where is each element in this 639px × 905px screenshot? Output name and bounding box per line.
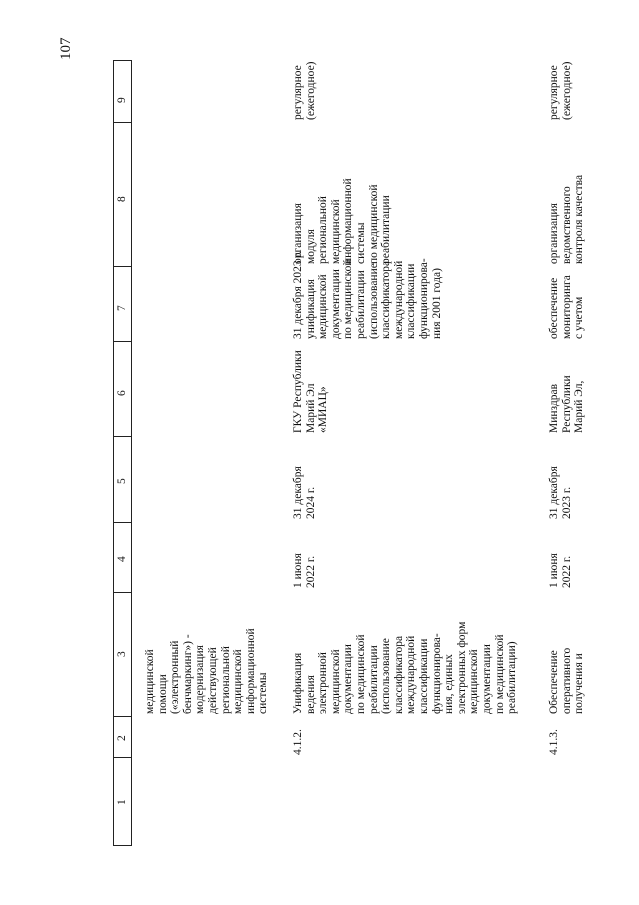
- page-number: 107: [58, 37, 74, 60]
- column-header-8: 8: [116, 196, 128, 202]
- col-tick: [113, 845, 131, 846]
- column-header-3: 3: [116, 651, 128, 657]
- column-header-1: 1: [116, 799, 128, 805]
- col-tick: [113, 60, 131, 61]
- header-row-border: [131, 60, 132, 846]
- column-header-7: 7: [116, 305, 128, 311]
- col-tick: [113, 757, 131, 758]
- row-1-c7: 31 декабря 2023 г. унификация медицинской документации по медицинской реабилитации (использование классификатора международной классификации функционирова- ния 2001 года): [292, 251, 443, 339]
- column-header-2: 2: [116, 735, 128, 741]
- row-2-c6: Минздрав Республики Марий Эл,: [548, 375, 586, 433]
- row-1-c3: Унификация ведения электронной медицинской документации по медицинской реабилитации (использование классификатора международной классификации функционирова- ния, единых электронных форм медицинской документации по медицинской реабилитации): [292, 621, 519, 714]
- row-2-c9: регулярное (ежегодное): [548, 61, 573, 120]
- column-header-9: 9: [116, 97, 128, 103]
- col-tick: [113, 266, 131, 267]
- table-border-top: [113, 60, 114, 846]
- row-1-c8: организация модуля региональной медицинской информационной системы по медицинской реабилитации: [292, 178, 393, 264]
- row-2-c8: организация ведомственного контроля качества: [548, 174, 586, 264]
- col-tick: [113, 436, 131, 437]
- col-tick: [113, 592, 131, 593]
- column-header-4: 4: [116, 556, 128, 562]
- col-tick: [113, 122, 131, 123]
- row-1-c4: 1 июня 2022 г.: [292, 553, 317, 588]
- col-tick: [113, 716, 131, 717]
- row-1-c2: 4.1.2.: [292, 729, 304, 755]
- row-1-c9: регулярное (ежегодное): [292, 61, 317, 120]
- col-tick: [113, 522, 131, 523]
- col-tick: [113, 341, 131, 342]
- row-1-c5: 31 декабря 2024 г.: [292, 466, 317, 519]
- row-2-c5: 31 декабря 2023 г.: [548, 466, 573, 519]
- column-header-6: 6: [116, 390, 128, 396]
- row-2-c4: 1 июня 2022 г.: [548, 553, 573, 588]
- row-2-c2: 4.1.3.: [548, 729, 560, 755]
- column-header-5: 5: [116, 478, 128, 484]
- continuation-cell-c3: медицинской помощи («электронный бенчмаркинг») - модернизация действующей региональной медицинской информационной системы: [144, 628, 270, 714]
- row-1-c6: ГКУ Республики Марий Эл «МИАЦ»: [292, 350, 330, 433]
- row-2-c7: обеспечение мониторинга с учетом: [548, 275, 586, 339]
- row-2-c3: Обеспечение оперативного получения и: [548, 647, 586, 714]
